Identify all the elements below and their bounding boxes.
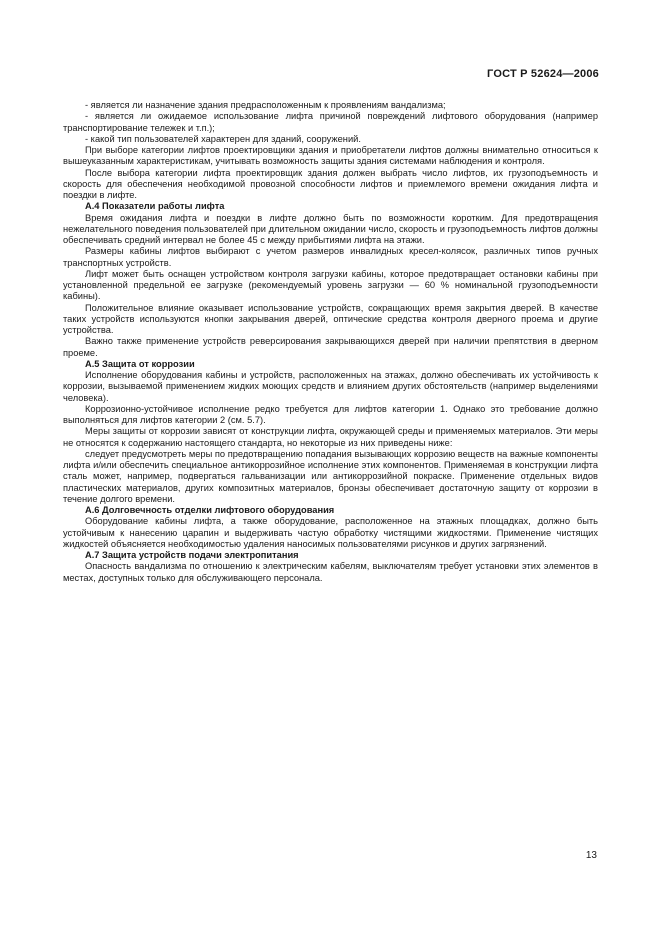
paragraph: Меры защиты от коррозии зависят от конструкции лифта, окружающей среды и применяемых материалов. Эти меры не относятся к содержанию настоящего стандарта, но некоторые из них приведены ниже: xyxy=(63,426,598,448)
paragraph: Опасность вандализма по отношению к электрическим кабелям, выключателям требует установки этих элементов в местах, доступных только для обслуживающего персонала. xyxy=(63,561,598,583)
paragraph: следует предусмотреть меры по предотвращению попадания вызывающих коррозию веществ на важные компоненты лифта и/или обеспечить специальное антикоррозийное исполнение этих компонентов. Применяемая в конструкции лифта сталь может, например, подвергаться гальванизации или антикоррозийной покраске. Применение отдельных видов пластических материалов, других композитных материалов, бронзы обеспечивает достаточную защиту от коррозии в течение долгого времени. xyxy=(63,448,598,504)
document-code-header: ГОСТ Р 52624—2006 xyxy=(487,68,599,80)
paragraph: Время ожидания лифта и поездки в лифте должно быть по возможности коротким. Для предотвращения нежелательного поведения пользователей при длительном ожидании число, скорость и грузоподъемность лифтов должны обеспечивать средний интервал не более 45 с между прибытиями лифта на этажи. xyxy=(63,212,598,245)
page-body xyxy=(63,100,598,584)
paragraph: - является ли ожидаемое использование лифта причиной повреждений лифтового оборудования (например транспортирование тележек и т.п.); xyxy=(63,111,598,133)
paragraph: Оборудование кабины лифта, а также оборудование, расположенное на этажных площадках, должно быть устойчивым к нанесению царапин и выдерживать частую обработку чистящими жидкостями. Применение чистящих жидкостей объясняется необходимостью удаления наносимых пользователями рисунков и других загрязнений. xyxy=(63,516,598,549)
paragraph: - какой тип пользователей характерен для зданий, сооружений. xyxy=(85,133,361,144)
page-number: 13 xyxy=(585,850,597,861)
paragraph: Важно также применение устройств реверсирования закрывающихся дверей при наличии препятствия в дверном проеме. xyxy=(63,336,598,358)
section-heading-a6: А.6 Долговечность отделки лифтового оборудования xyxy=(85,505,335,515)
paragraph: После выбора категории лифта проектировщик здания должен выбрать число лифтов, их грузоподъемность и скорость для обеспечения необходимой провозной способности лифтов и приемлемого времени ожидания лифта и поездки в лифте. xyxy=(63,167,598,200)
section-heading-a7: А.7 Защита устройств подачи электропитания xyxy=(85,550,299,560)
paragraph: Положительное влияние оказывает использование устройств, сокращающих время закрытия дверей. В качестве таких устройств используются кнопки закрывания дверей, оптические средства контроля дверного проема и другие устройства. xyxy=(63,302,598,335)
paragraph: Размеры кабины лифтов выбирают с учетом размеров инвалидных кресел-колясок, различных типов ручных транспортных устройств. xyxy=(63,246,598,268)
paragraph: Коррозионно-устойчивое исполнение редко требуется для лифтов категории 1. Однако это требование должно выполняться для лифтов категории 2 (см. 5.7). xyxy=(63,403,598,425)
section-heading-a5: А.5 Защита от коррозии xyxy=(85,358,195,369)
section-heading-a4: А.4 Показатели работы лифта xyxy=(85,201,225,212)
paragraph: - является ли назначение здания предрасположенным к проявлениям вандализма; xyxy=(85,100,446,110)
paragraph: Лифт может быть оснащен устройством контроля загрузки кабины, которое предотвращает остановки кабины при установленной предельной ее загрузке (рекомендуемый уровень загрузки — 60 % номинальной грузоподъемности кабины). xyxy=(63,268,598,302)
paragraph: Исполнение оборудования кабины и устройств, расположенных на этажах, должно обеспечивать их устойчивость к коррозии, вызываемой применением жидких моющих средств и влиянием других обстоятельств (например выделениями человека). xyxy=(63,370,598,403)
paragraph: При выборе категории лифтов проектировщики здания и приобретатели лифтов должны внимательно относиться к вышеуказанным характеристикам, учитывать возможность защиты здания системами наблюдения и контроля. xyxy=(63,145,598,167)
